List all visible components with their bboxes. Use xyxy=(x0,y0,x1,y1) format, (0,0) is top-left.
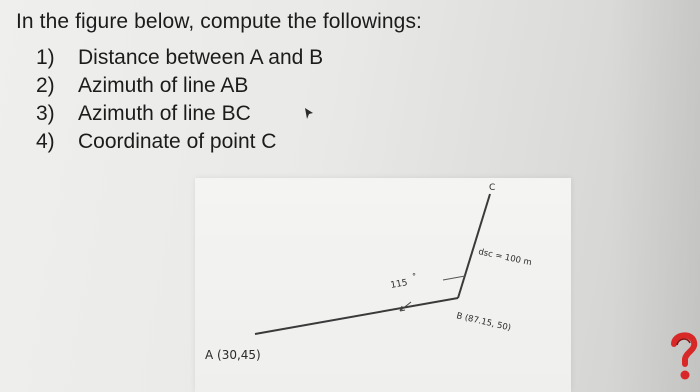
question-list xyxy=(36,44,323,156)
point-a-label: A (30,45) xyxy=(205,348,261,362)
question-mark-icon xyxy=(668,328,700,386)
item-text: Azimuth of line AB xyxy=(78,74,249,97)
line-ab xyxy=(255,298,458,334)
figure-diagram xyxy=(195,178,571,392)
line-bc xyxy=(458,194,490,298)
cursor-icon xyxy=(304,108,314,120)
list-item xyxy=(36,44,323,72)
reference-tick xyxy=(443,276,465,280)
point-c-label: C xyxy=(489,183,496,193)
list-item xyxy=(36,100,323,128)
survey-figure xyxy=(195,178,571,392)
item-number: 1) xyxy=(36,46,55,69)
question-title: In the figure below, compute the followings: xyxy=(16,10,422,33)
item-number: 3) xyxy=(36,102,55,125)
angle-label: 115 xyxy=(389,278,409,291)
item-number: 4) xyxy=(36,130,55,153)
angle-unit: ° xyxy=(412,272,416,281)
item-text: Distance between A and B xyxy=(78,46,324,69)
item-number: 2) xyxy=(36,74,55,97)
distance-label: dsc = 100 m xyxy=(477,247,533,269)
item-text: Coordinate of point C xyxy=(78,130,277,153)
item-text: Azimuth of line BC xyxy=(78,102,251,125)
list-item xyxy=(36,72,323,100)
list-item xyxy=(36,128,323,156)
point-b-label: B (87.15, 50) xyxy=(455,311,512,334)
